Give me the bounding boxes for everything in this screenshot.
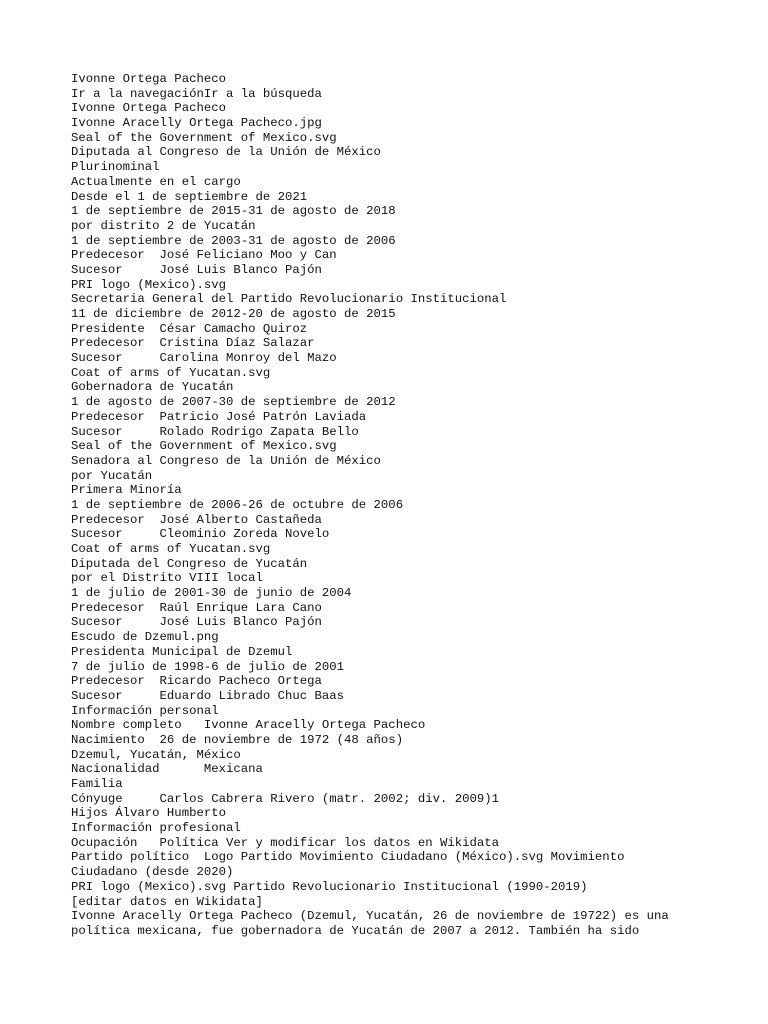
text-line: Ivonne Ortega Pacheco bbox=[71, 72, 226, 86]
text-line: Plurinominal bbox=[71, 160, 160, 175]
text-line: Ivonne Ortega Pacheco bbox=[71, 101, 226, 116]
text-line: Presidenta Municipal de Dzemul bbox=[71, 644, 293, 659]
text-line: Predecesor Raúl Enrique Lara Cano bbox=[71, 600, 322, 615]
text-line: Sucesor Rolado Rodrigo Zapata Bello bbox=[71, 424, 359, 439]
text-line: Ivonne Aracelly Ortega Pacheco (Dzemul, Yucatán, 26 de noviembre de 19722) es una bbox=[71, 909, 669, 924]
text-line: Familia bbox=[71, 777, 123, 791]
text-line: Escudo de Dzemul.png bbox=[71, 630, 219, 645]
text-line: por el Distrito VIII local bbox=[71, 571, 263, 586]
text-line: por distrito 2 de Yucatán bbox=[71, 218, 256, 233]
text-line: 1 de septiembre de 2003-31 de agosto de 2006 bbox=[71, 233, 396, 248]
text-line: Actualmente en el cargo bbox=[71, 174, 241, 189]
text-line: Sucesor José Luis Blanco Pajón bbox=[71, 615, 322, 630]
text-line: Diputada al Congreso de la Unión de México bbox=[71, 145, 381, 160]
text-line: PRI logo (Mexico).svg Partido Revolucionario Institucional (1990-2019) bbox=[71, 879, 588, 894]
text-line: Nombre completo Ivonne Aracelly Ortega Pacheco bbox=[71, 718, 426, 733]
text-line: Gobernadora de Yucatán bbox=[71, 380, 234, 395]
text-line: Sucesor Eduardo Librado Chuc Baas bbox=[71, 688, 345, 703]
text-line: Partido político Logo Partido Movimiento Ciudadano (México).svg Movimiento bbox=[71, 850, 625, 865]
text-line: Ir a la navegaciónIr a la búsqueda bbox=[71, 86, 322, 101]
text-line: Dzemul, Yucatán, México bbox=[71, 747, 241, 762]
text-line: por Yucatán bbox=[71, 468, 153, 483]
text-line: Diputada del Congreso de Yucatán bbox=[71, 556, 308, 571]
text-line: Información profesional bbox=[71, 821, 241, 836]
text-line: Presidente César Camacho Quiroz bbox=[71, 321, 308, 336]
text-line: Predecesor Ricardo Pacheco Ortega bbox=[71, 674, 322, 689]
text-line: Primera Minoría bbox=[71, 483, 182, 498]
text-line: Predecesor José Feliciano Moo y Can bbox=[71, 248, 337, 263]
text-line: PRI logo (Mexico).svg bbox=[71, 277, 226, 292]
text-line: Hijos Álvaro Humberto bbox=[71, 806, 226, 821]
text-line: [editar datos en Wikidata] bbox=[71, 894, 263, 909]
text-line: Coat of arms of Yucatan.svg bbox=[71, 542, 271, 556]
text-line: Coat of arms of Yucatan.svg bbox=[71, 365, 271, 380]
text-line: 1 de septiembre de 2015-31 de agosto de 2018 bbox=[71, 204, 396, 219]
text-line: política mexicana, fue gobernadora de Yucatán de 2007 a 2012. También ha sido bbox=[71, 923, 640, 938]
text-line: Ocupación Política Ver y modificar los datos en Wikidata bbox=[71, 835, 500, 850]
text-line: Secretaria General del Partido Revolucionario Institucional bbox=[71, 292, 507, 307]
text-line: Desde el 1 de septiembre de 2021 bbox=[71, 189, 308, 204]
text-line: Sucesor Cleominio Zoreda Novelo bbox=[71, 527, 330, 542]
text-line: Sucesor José Luis Blanco Pajón bbox=[71, 262, 322, 277]
text-line: Nacionalidad Mexicana bbox=[71, 762, 263, 777]
text-line: Senadora al Congreso de la Unión de México bbox=[71, 453, 381, 468]
text-line: Nacimiento 26 de noviembre de 1972 (48 años) bbox=[71, 732, 404, 747]
text-line: Predecesor Cristina Díaz Salazar bbox=[71, 336, 315, 351]
text-line: Ivonne Aracelly Ortega Pacheco.jpg bbox=[71, 116, 322, 131]
text-line: Seal of the Government of Mexico.svg bbox=[71, 130, 337, 145]
text-line: Predecesor Patricio José Patrón Laviada bbox=[71, 409, 367, 424]
text-line: 7 de julio de 1998-6 de julio de 2001 bbox=[71, 659, 345, 674]
text-line: 1 de agosto de 2007-30 de septiembre de 2012 bbox=[71, 395, 396, 410]
text-line: Predecesor José Alberto Castañeda bbox=[71, 512, 322, 527]
text-line: Cónyuge Carlos Cabrera Rivero (matr. 2002; div. 2009)1 bbox=[71, 791, 500, 806]
document-text bbox=[71, 72, 691, 939]
text-line: 1 de septiembre de 2006-26 de octubre de 2006 bbox=[71, 497, 404, 512]
text-line: 1 de julio de 2001-30 de junio de 2004 bbox=[71, 586, 352, 601]
text-line: Ciudadano (desde 2020) bbox=[71, 865, 234, 880]
text-line: Información personal bbox=[71, 703, 219, 718]
text-line: Seal of the Government of Mexico.svg bbox=[71, 439, 337, 454]
text-line: Sucesor Carolina Monroy del Mazo bbox=[71, 351, 337, 366]
text-line: 11 de diciembre de 2012-20 de agosto de 2015 bbox=[71, 307, 396, 321]
